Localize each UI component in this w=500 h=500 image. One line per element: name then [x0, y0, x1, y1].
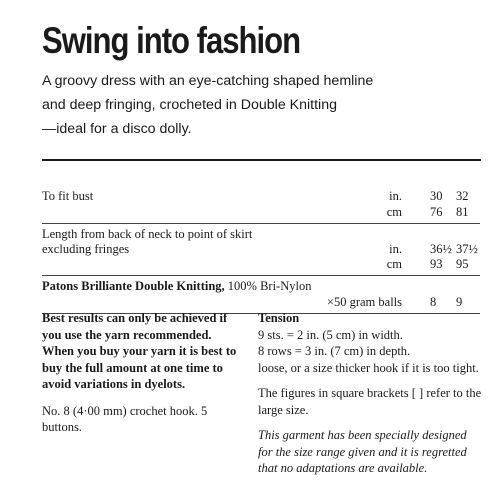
tension-rows: 8 rows = 3 in. (7 cm) in depth.: [258, 344, 411, 358]
intro-line: A groovy dress with an eye-catching shaped hemline: [42, 73, 374, 89]
intro-line: —ideal for a disco dolly.: [42, 121, 192, 137]
bust-in-small: 30: [430, 189, 443, 203]
length-row-label: [42, 227, 480, 242]
length-in-small: 36½: [430, 242, 452, 256]
hook-and-buttons: No. 8 (4·00 mm) crochet hook. 5 buttons.: [42, 403, 208, 434]
yarn-content: 100% Bri-Nylon: [224, 279, 312, 293]
unit-label: in.: [389, 189, 402, 203]
length-cm-large: 95: [456, 257, 469, 271]
length-row-cm: [42, 257, 480, 272]
bust-row-cm: [42, 205, 480, 220]
tension-note: loose, or a size thicker hook if it is too tight.: [258, 360, 479, 375]
yarn-small: 8: [430, 295, 437, 309]
yarn-name: Patons Brilliante Double Knitting,: [42, 279, 225, 293]
table-divider: [42, 275, 480, 276]
length-label-cont: excluding fringes: [42, 242, 130, 256]
unit-label: in.: [389, 242, 402, 256]
length-row-in: [42, 242, 480, 257]
bust-row-in: [42, 189, 480, 204]
tension-heading: Tension: [258, 311, 300, 325]
table-divider: [42, 223, 480, 224]
tension-stitches: 9 sts. = 2 in. (5 cm) in width.: [258, 327, 403, 342]
heavy-divider: [42, 159, 481, 161]
yarn-advice-note: Best results can only be achieved if you use the yarn recommended. When you buy your yarn it is best to buy the full amount at one time to avoid variations in dyelots.: [42, 311, 237, 391]
yarn-label: [42, 279, 311, 294]
yarn-row-qty: [42, 295, 480, 310]
unit-label: cm: [386, 205, 402, 219]
yarn-row-label: [42, 279, 480, 294]
size-disclaimer: This garment has been specially designed for the size range given and it is regretted that no adaptations are available.: [258, 428, 467, 475]
intro-line: and deep fringing, crocheted in Double Knitting: [42, 97, 337, 113]
bust-label: To fit bust: [42, 189, 94, 203]
bust-in-large: 32: [456, 189, 469, 203]
unit-label: cm: [386, 257, 402, 271]
length-in-large: 37½: [456, 242, 478, 256]
bust-cm-small: 76: [430, 205, 443, 219]
page-title: Swing into fashion: [42, 20, 301, 61]
intro-text: [42, 69, 482, 141]
yarn-unit: ×50 gram balls: [326, 295, 402, 309]
length-cm-small: 93: [430, 257, 443, 271]
length-label: Length from back of neck to point of skirt: [42, 227, 253, 241]
bust-cm-large: 81: [456, 205, 469, 219]
yarn-large: 9: [456, 295, 463, 309]
yarn-advice: [42, 310, 242, 446]
brackets-note: The figures in square brackets [ ] refer to the large size.: [258, 386, 482, 417]
tension-section: [258, 310, 482, 486]
